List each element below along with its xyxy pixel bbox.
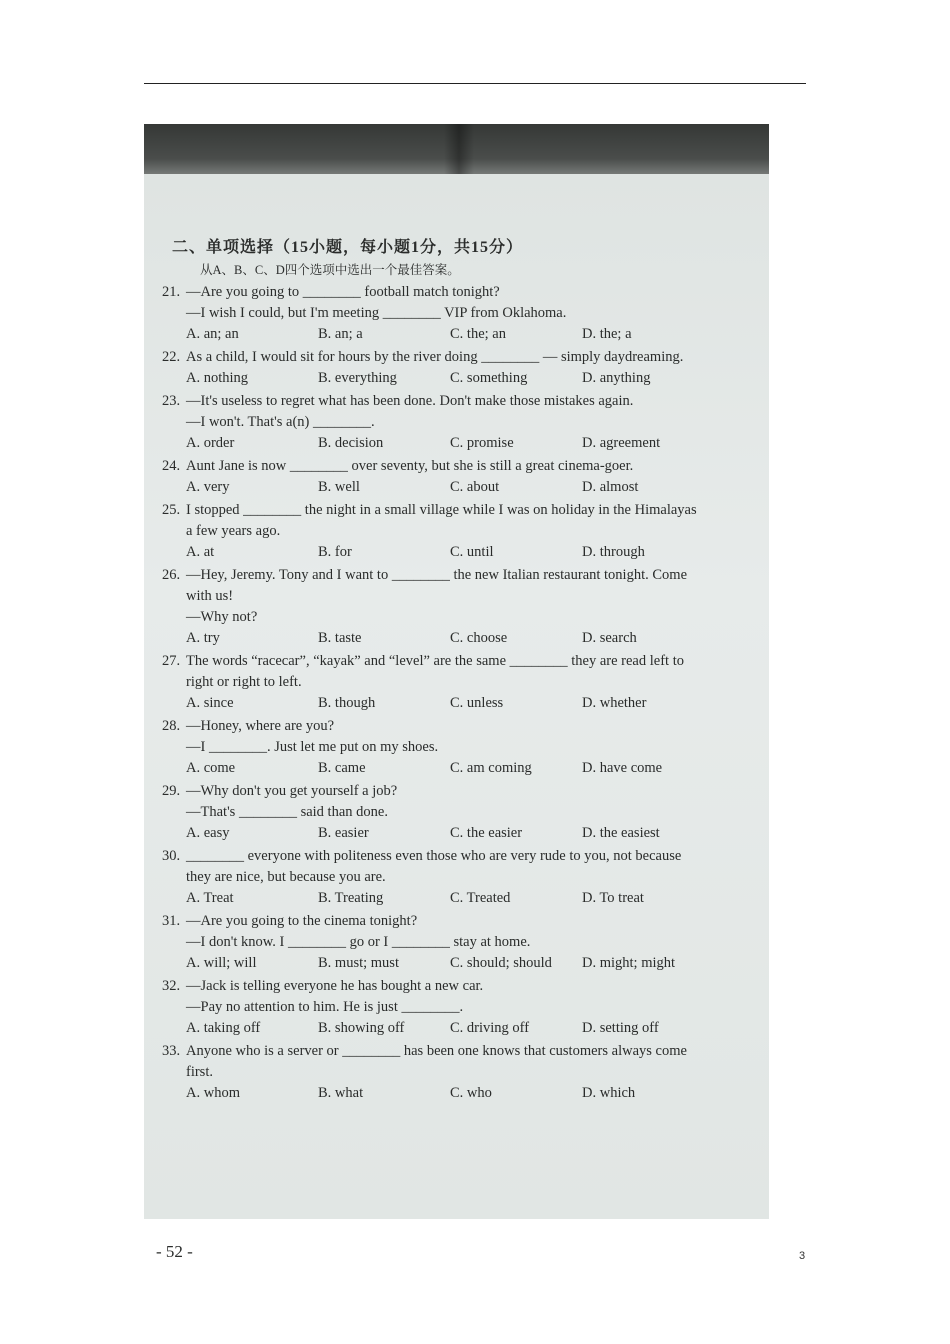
question-stem-continued bbox=[162, 867, 767, 888]
question-stem bbox=[162, 911, 767, 932]
question-stem-continued bbox=[162, 607, 767, 628]
question-stem bbox=[162, 976, 767, 997]
question-number: 29. bbox=[162, 783, 181, 799]
answer-option: A. an; an bbox=[186, 326, 239, 342]
answer-option: C. until bbox=[450, 544, 494, 560]
answer-option: D. almost bbox=[582, 479, 639, 495]
answer-option: B. for bbox=[318, 544, 352, 560]
answer-option: B. though bbox=[318, 695, 376, 711]
question-number: 25. bbox=[162, 502, 181, 518]
question-text: —I wish I could, but I'm meeting ________ VIP from Oklahoma. bbox=[186, 305, 567, 321]
question-stem bbox=[162, 716, 767, 737]
answer-option: A. at bbox=[186, 544, 215, 560]
answer-option: D. search bbox=[582, 630, 637, 646]
header-rule bbox=[144, 83, 806, 84]
answer-option: C. promise bbox=[450, 435, 514, 451]
question-text: —It's useless to regret what has been done. Don't make those mistakes again. bbox=[186, 393, 634, 409]
question-text: Anyone who is a server or ________ has been one knows that customers always come bbox=[186, 1043, 687, 1059]
answer-option: A. nothing bbox=[186, 370, 249, 386]
question-stem-continued bbox=[162, 412, 767, 433]
page-number: - 52 - bbox=[156, 1242, 193, 1261]
question-text: —Are you going to ________ football match tonight? bbox=[186, 284, 500, 300]
question-33 bbox=[162, 1041, 767, 1104]
answer-option: C. driving off bbox=[450, 1020, 530, 1036]
answer-option: C. should; should bbox=[450, 955, 552, 971]
answer-option: D. setting off bbox=[582, 1020, 659, 1036]
answer-options bbox=[162, 542, 767, 563]
question-number: 24. bbox=[162, 458, 181, 474]
question-text: —Jack is telling everyone he has bought a new car. bbox=[186, 978, 484, 994]
question-21 bbox=[162, 282, 767, 345]
question-stem-continued bbox=[162, 672, 767, 693]
question-26 bbox=[162, 565, 767, 649]
answer-options bbox=[162, 823, 767, 844]
question-23 bbox=[162, 391, 767, 454]
question-text: I stopped ________ the night in a small village while I was on holiday in the Himalayas bbox=[186, 502, 697, 518]
question-number: 27. bbox=[162, 653, 181, 669]
question-stem bbox=[162, 846, 767, 867]
answer-option: B. showing off bbox=[318, 1020, 405, 1036]
answer-options bbox=[162, 1018, 767, 1039]
answer-option: A. easy bbox=[186, 825, 230, 841]
question-stem bbox=[162, 781, 767, 802]
answer-option: A. Treat bbox=[186, 890, 234, 906]
answer-option: C. something bbox=[450, 370, 528, 386]
question-22 bbox=[162, 347, 767, 389]
answer-option: D. which bbox=[582, 1085, 636, 1101]
answer-options bbox=[162, 477, 767, 498]
question-text: ________ everyone with politeness even those who are very rude to you, not because bbox=[186, 848, 682, 864]
answer-options bbox=[162, 758, 767, 779]
question-25 bbox=[162, 500, 767, 563]
answer-options bbox=[162, 888, 767, 909]
answer-option: C. about bbox=[450, 479, 500, 495]
question-text: —I ________. Just let me put on my shoes. bbox=[186, 739, 439, 755]
question-number: 26. bbox=[162, 567, 181, 583]
answer-option: B. well bbox=[318, 479, 360, 495]
answer-option: D. To treat bbox=[582, 890, 644, 906]
question-stem-continued bbox=[162, 303, 767, 324]
answer-options bbox=[162, 368, 767, 389]
question-text: —I won't. That's a(n) ________. bbox=[186, 414, 375, 430]
question-text: The words “racecar”, “kayak” and “level” are the same ________ they are read left to bbox=[186, 653, 684, 669]
worksheet-paper bbox=[144, 174, 769, 1261]
question-32 bbox=[162, 976, 767, 1039]
answer-options bbox=[162, 953, 767, 974]
answer-option: A. whom bbox=[186, 1085, 240, 1101]
answer-option: D. agreement bbox=[582, 435, 661, 451]
question-30 bbox=[162, 846, 767, 909]
question-text: —Are you going to the cinema tonight? bbox=[186, 913, 418, 929]
answer-option: A. very bbox=[186, 479, 230, 495]
sheet-number: 3 bbox=[799, 1250, 806, 1262]
question-text: first. bbox=[186, 1064, 213, 1080]
question-24 bbox=[162, 456, 767, 498]
question-stem bbox=[162, 1041, 767, 1062]
answer-option: C. am coming bbox=[450, 760, 532, 776]
answer-option: C. unless bbox=[450, 695, 504, 711]
question-text: Aunt Jane is now ________ over seventy, but she is still a great cinema-goer. bbox=[186, 458, 634, 474]
question-27 bbox=[162, 651, 767, 714]
question-number: 23. bbox=[162, 393, 181, 409]
answer-option: C. the; an bbox=[450, 326, 506, 342]
question-number: 33. bbox=[162, 1043, 181, 1059]
question-stem bbox=[162, 565, 767, 586]
question-text: —Hey, Jeremy. Tony and I want to ________ the new Italian restaurant tonight. Come bbox=[186, 567, 688, 583]
answer-option: C. the easier bbox=[450, 825, 523, 841]
question-number: 30. bbox=[162, 848, 181, 864]
answer-option: A. since bbox=[186, 695, 234, 711]
answer-option: D. have come bbox=[582, 760, 663, 776]
answer-option: D. might; might bbox=[582, 955, 676, 971]
question-29 bbox=[162, 781, 767, 844]
question-text: —Why don't you get yourself a job? bbox=[186, 783, 398, 799]
answer-options bbox=[162, 324, 767, 345]
answer-option: B. what bbox=[318, 1085, 364, 1101]
answer-option: A. taking off bbox=[186, 1020, 261, 1036]
question-text: —Honey, where are you? bbox=[186, 718, 335, 734]
answer-options bbox=[162, 693, 767, 714]
question-text: —Why not? bbox=[186, 609, 258, 625]
question-list bbox=[162, 282, 767, 1104]
answer-option: B. an; a bbox=[318, 326, 363, 342]
question-text: —Pay no attention to him. He is just ________. bbox=[186, 999, 464, 1015]
answer-options bbox=[162, 433, 767, 454]
answer-option: A. will; will bbox=[186, 955, 257, 971]
question-stem-continued bbox=[162, 586, 767, 607]
answer-option: D. whether bbox=[582, 695, 647, 711]
question-stem bbox=[162, 282, 767, 303]
question-text: a few years ago. bbox=[186, 523, 281, 539]
section-instruction: 从A、B、C、D四个选项中选出一个最佳答案。 bbox=[200, 263, 460, 277]
answer-option: D. the easiest bbox=[582, 825, 660, 841]
question-stem-continued bbox=[162, 997, 767, 1018]
question-text: right or right to left. bbox=[186, 674, 302, 690]
question-stem-continued bbox=[162, 737, 767, 758]
answer-option: A. order bbox=[186, 435, 235, 451]
question-stem-continued bbox=[162, 802, 767, 823]
answer-option: A. come bbox=[186, 760, 236, 776]
question-number: 22. bbox=[162, 349, 181, 365]
question-number: 28. bbox=[162, 718, 181, 734]
question-stem bbox=[162, 347, 767, 368]
question-text: —That's ________ said than done. bbox=[186, 804, 388, 820]
answer-option: C. choose bbox=[450, 630, 508, 646]
section-title: 二、单项选择（15小题，每小题1分，共15分） bbox=[172, 239, 524, 256]
question-stem-continued bbox=[162, 1062, 767, 1083]
question-31 bbox=[162, 911, 767, 974]
question-text: —I don't know. I ________ go or I ________ stay at home. bbox=[186, 934, 531, 950]
answer-option: C. who bbox=[450, 1085, 492, 1101]
answer-option: B. came bbox=[318, 760, 366, 776]
answer-option: A. try bbox=[186, 630, 220, 646]
question-number: 21. bbox=[162, 284, 181, 300]
question-stem bbox=[162, 391, 767, 412]
answer-option: D. the; a bbox=[582, 326, 632, 342]
answer-option: B. everything bbox=[318, 370, 397, 386]
worksheet-photo bbox=[144, 124, 769, 1261]
answer-option: C. Treated bbox=[450, 890, 511, 906]
question-stem-continued bbox=[162, 521, 767, 542]
answer-options bbox=[162, 628, 767, 649]
question-text: they are nice, but because you are. bbox=[186, 869, 386, 885]
question-stem bbox=[162, 500, 767, 521]
answer-option: D. through bbox=[582, 544, 645, 560]
exercise-content bbox=[162, 234, 767, 1106]
answer-option: B. Treating bbox=[318, 890, 384, 906]
answer-option: B. easier bbox=[318, 825, 369, 841]
question-stem-continued bbox=[162, 932, 767, 953]
answer-option: B. decision bbox=[318, 435, 384, 451]
question-stem bbox=[162, 456, 767, 477]
answer-option: B. taste bbox=[318, 630, 362, 646]
answer-option: B. must; must bbox=[318, 955, 399, 971]
question-28 bbox=[162, 716, 767, 779]
answer-options bbox=[162, 1083, 767, 1104]
question-number: 31. bbox=[162, 913, 181, 929]
question-stem bbox=[162, 651, 767, 672]
question-number: 32. bbox=[162, 978, 181, 994]
answer-option: D. anything bbox=[582, 370, 651, 386]
question-text: with us! bbox=[186, 588, 234, 604]
question-text: As a child, I would sit for hours by the river doing ________ — simply daydreaming. bbox=[186, 349, 684, 365]
